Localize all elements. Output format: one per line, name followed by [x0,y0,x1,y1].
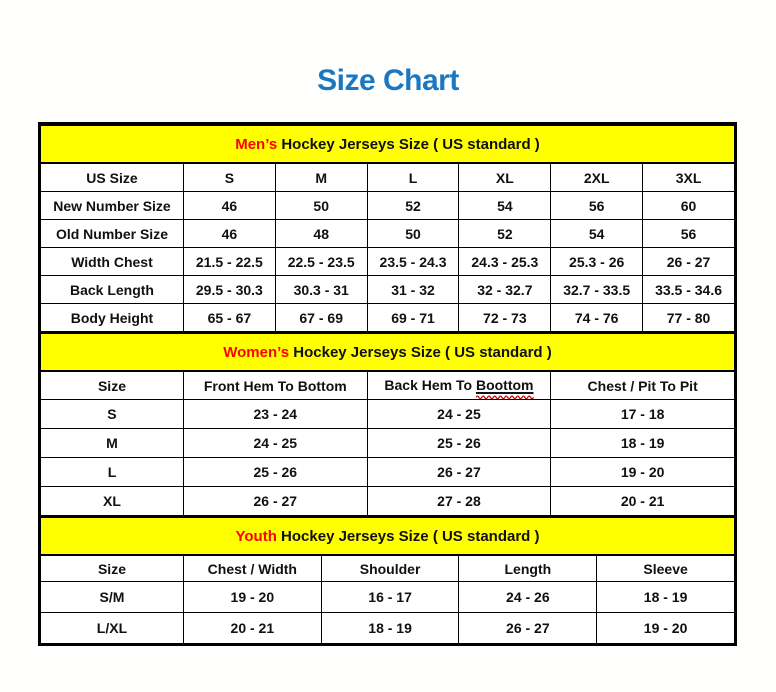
row-label: New Number Size [41,192,184,220]
cell: 56 [551,192,643,220]
row-label: M [41,429,184,458]
row-label: Back Length [41,276,184,304]
cell: 32 - 32.7 [459,276,551,304]
cell: 67 - 69 [275,304,367,332]
cell: 29.5 - 30.3 [183,276,275,304]
cell: 17 - 18 [551,400,735,429]
table-row [41,276,735,304]
cell: 26 - 27 [183,487,367,516]
cell: 25 - 26 [183,458,367,487]
cell: 24 - 26 [459,582,597,613]
cell: 69 - 71 [367,304,459,332]
cell: 46 [183,220,275,248]
cell: 23 - 24 [183,400,367,429]
womens-section-band [41,333,735,371]
table-row [41,458,735,487]
table-row [41,192,735,220]
column-header: Size [41,371,184,400]
column-header: S [183,163,275,192]
cell: 74 - 76 [551,304,643,332]
column-header: Chest / Pit To Pit [551,371,735,400]
misspelled-word-wrap [476,377,534,393]
cell: 46 [183,192,275,220]
womens-header-row [41,371,735,400]
cell: 24.3 - 25.3 [459,248,551,276]
table-row [41,613,735,644]
column-header: XL [459,163,551,192]
cell: 31 - 32 [367,276,459,304]
size-chart-tables [38,122,737,646]
table-row [41,248,735,276]
cell: 65 - 67 [183,304,275,332]
cell: 27 - 28 [367,487,551,516]
cell: 52 [367,192,459,220]
cell: 18 - 19 [321,613,459,644]
cell: 60 [643,192,735,220]
cell: 18 - 19 [551,429,735,458]
column-header: US Size [41,163,184,192]
cell: 25 - 26 [367,429,551,458]
youth-section-title-rest: Hockey Jerseys Size ( US standard ) [276,527,540,545]
cell: 16 - 17 [321,582,459,613]
column-header: 2XL [551,163,643,192]
cell: 19 - 20 [183,582,321,613]
cell: 20 - 21 [183,613,321,644]
row-label: S [41,400,184,429]
column-header: Front Hem To Bottom [183,371,367,400]
mens-section-title-rest: Hockey Jerseys Size ( US standard ) [277,135,540,153]
youth-section-title-highlight: Youth [235,527,277,545]
womens-section-title-highlight: Women’s [223,343,290,361]
mens-section-title-highlight: Men’s [235,135,278,153]
cell: 30.3 - 31 [275,276,367,304]
cell: 48 [275,220,367,248]
cell: 24 - 25 [183,429,367,458]
table-row [41,429,735,458]
cell: 32.7 - 33.5 [551,276,643,304]
cell: 19 - 20 [597,613,735,644]
cell: 25.3 - 26 [551,248,643,276]
mens-section-band [41,125,735,163]
column-header: Size [41,555,184,582]
column-header-misspelled [367,371,551,400]
row-label: S/M [41,582,184,613]
womens-section-title-rest: Hockey Jerseys Size ( US standard ) [289,343,552,361]
cell: 19 - 20 [551,458,735,487]
row-label: Width Chest [41,248,184,276]
row-label: Old Number Size [41,220,184,248]
cell: 22.5 - 23.5 [275,248,367,276]
row-label: L/XL [41,613,184,644]
cell: 56 [643,220,735,248]
column-header: 3XL [643,163,735,192]
column-header: Chest / Width [183,555,321,582]
page-title: Size Chart [317,64,459,97]
cell: 54 [459,192,551,220]
row-label: L [41,458,184,487]
cell: 50 [275,192,367,220]
cell: 72 - 73 [459,304,551,332]
table-row [41,487,735,516]
cell: 23.5 - 24.3 [367,248,459,276]
column-header: Length [459,555,597,582]
cell: 18 - 19 [597,582,735,613]
cell: 50 [367,220,459,248]
womens-section-title [41,333,735,371]
womens-size-table [40,332,735,516]
youth-section-title [41,517,735,555]
column-header: L [367,163,459,192]
table-row [41,400,735,429]
cell: 77 - 80 [643,304,735,332]
cell: 21.5 - 22.5 [183,248,275,276]
mens-header-row [41,163,735,192]
row-label: Body Height [41,304,184,332]
cell: 26 - 27 [643,248,735,276]
cell: 20 - 21 [551,487,735,516]
table-row [41,582,735,613]
cell: 52 [459,220,551,248]
column-header: Shoulder [321,555,459,582]
youth-size-table [40,516,735,644]
column-header: Sleeve [597,555,735,582]
back-hem-prefix: Back Hem To [384,377,476,394]
cell: 54 [551,220,643,248]
youth-header-row [41,555,735,582]
cell: 26 - 27 [459,613,597,644]
table-row [41,304,735,332]
mens-section-title [41,125,735,163]
youth-section-band [41,517,735,555]
cell: 24 - 25 [367,400,551,429]
cell: 33.5 - 34.6 [643,276,735,304]
mens-size-table [40,124,735,332]
column-header: M [275,163,367,192]
row-label: XL [41,487,184,516]
spellcheck-squiggle-icon [476,394,534,399]
table-row [41,220,735,248]
cell: 26 - 27 [367,458,551,487]
misspelled-word: Boottom [475,377,534,394]
